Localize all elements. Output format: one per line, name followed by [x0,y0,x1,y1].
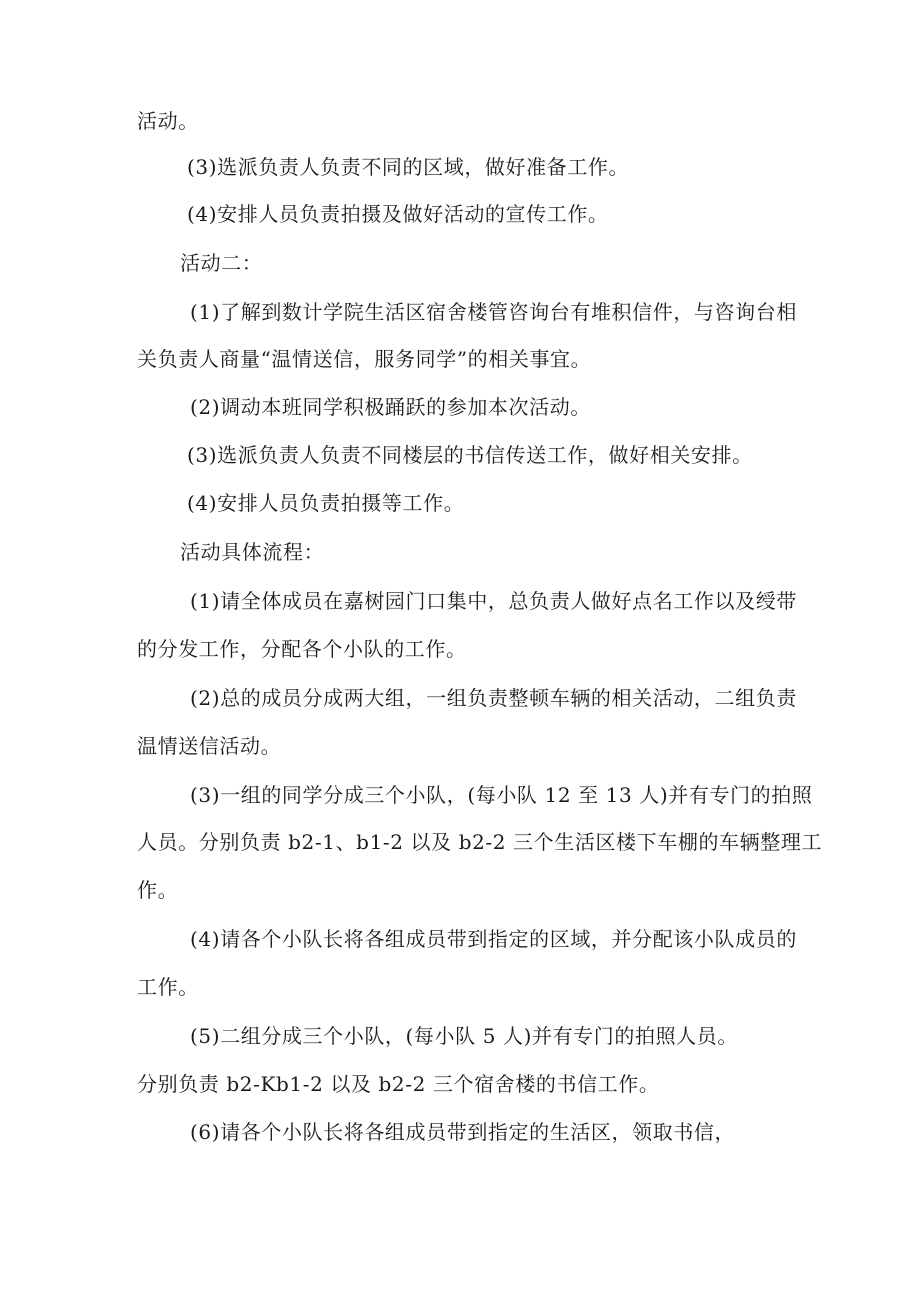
text-line: (5)二组分成三个小队，(每小队 5 人)并有专门的拍照人员。 [190,1024,738,1048]
text-line: (1)了解到数计学院生活区宿舍楼管咨询台有堆积信件，与咨询台相 [190,300,797,324]
text-line: 工作。 [137,975,199,999]
text-line: (4)请各个小队长将各组成员带到指定的区域，并分配该小队成员的 [190,927,797,951]
text-line: (2)调动本班同学积极踊跃的参加本次活动。 [190,395,591,419]
text-line: (3)选派负责人负责不同楼层的书信传送工作，做好相关安排。 [187,443,753,467]
text-line: 活动二： [180,251,263,275]
text-line: 活动具体流程： [180,540,325,564]
text-line: 作。 [137,878,179,902]
text-line: (1)请全体成员在嘉树园门口集中，总负责人做好点名工作以及绶带 [190,589,797,613]
text-line: (4)安排人员负责拍摄等工作。 [187,491,465,515]
text-line: 关负责人商量“温情送信，服务同学”的相关事宜。 [137,347,592,371]
text-line: (3)一组的同学分成三个小队，(每小队 12 至 13 人)并有专门的拍照 [190,783,813,807]
text-line: 的分发工作，分配各个小队的工作。 [137,637,467,661]
text-line: 分别负责 b2-Kb1-2 以及 b2-2 三个宿舍楼的书信工作。 [137,1072,660,1096]
text-line: 人员。分别负责 b2-1、b1-2 以及 b2-2 三个生活区楼下车棚的车辆整理工 [137,830,823,854]
text-line: (4)安排人员负责拍摄及做好活动的宣传工作。 [187,202,609,226]
text-line: (3)选派负责人负责不同的区域，做好准备工作。 [187,155,630,179]
text-line: 温情送信活动。 [137,734,282,758]
text-line: (6)请各个小队长将各组成员带到指定的生活区，领取书信， [190,1120,736,1144]
text-line: (2)总的成员分成两大组，一组负责整顿车辆的相关活动，二组负责 [190,686,797,710]
text-line: 活动。 [137,109,199,133]
